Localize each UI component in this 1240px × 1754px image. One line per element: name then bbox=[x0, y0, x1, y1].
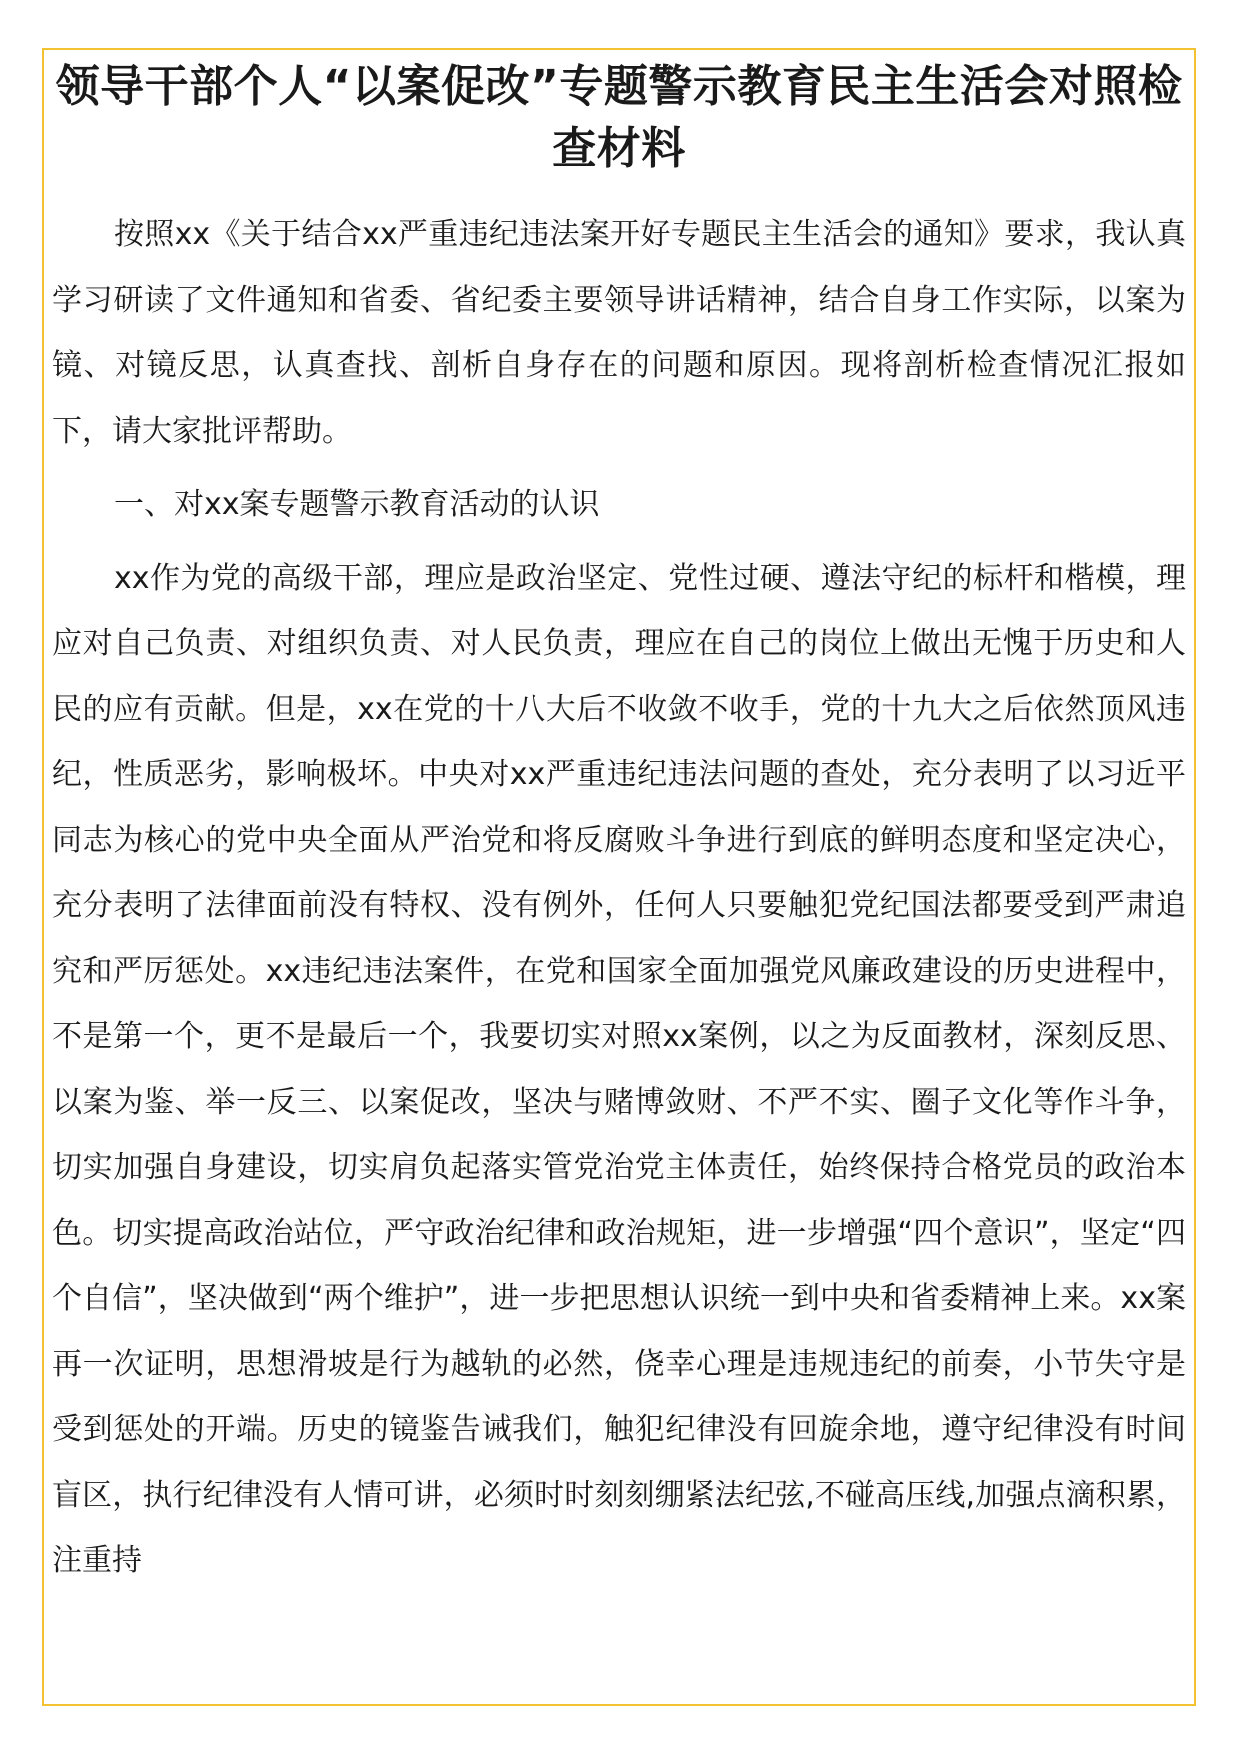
body-paragraph: xx作为党的高级干部，理应是政治坚定、党性过硬、遵法守纪的标杆和楷模，理应对自己负责、对组织负责、对人民负责，理应在自己的岗位上做出无愧于历史和人民的应有贡献。但是，xx在党的十八大后不收敛不收手，党的十九大之后依然顶风违纪，性质恶劣，影响极坏。中央对xx严重违纪违法问题的查处，充分表明了以习近平同志为核心的党中央全面从严治党和将反腐败斗争进行到底的鲜明态度和坚定决心，充分表明了法律面前没有特权、没有例外，任何人只要触犯党纪国法都要受到严肃追究和严厉惩处。xx违纪违法案件，在党和国家全面加强党风廉政建设的历史进程中，不是第一个，更不是最后一个，我要切实对照xx案例，以之为反面教材，深刻反思、以案为鉴、举一反三、以案促改，坚决与赌博敛财、不严不实、圈子文化等作斗争，切实加强自身建设，切实肩负起落实管党治党主体责任，始终保持合格党员的政治本色。切实提高政治站位，严守政治纪律和政治规矩，进一步增强“四个意识”，坚定“四个自信”，坚决做到“两个维护”，进一步把思想认识统一到中央和省委精神上来。xx案再一次证明，思想滑坡是行为越轨的必然，侥幸心理是违规违纪的前奏，小节失守是受到惩处的开端。历史的镜鉴告诫我们，触犯纪律没有回旋余地，遵守纪律没有时间盲区，执行纪律没有人情可讲，必须时时刻刻绷紧法纪弦,不碰高压线,加强点滴积累，注重持 bbox=[52, 560, 1186, 1578]
section-heading-1: 一、对xx案专题警示教育活动的认识 bbox=[114, 487, 600, 522]
intro-paragraph: 按照xx《关于结合xx严重违纪违法案开好专题民主生活会的通知》要求，我认真学习研读了文件通知和省委、省纪委主要领导讲话精神，结合自身工作实际，以案为镜、对镜反思，认真查找、剖析自身存在的问题和原因。现将剖析检查情况汇报如下，请大家批评帮助。 bbox=[52, 217, 1186, 449]
document-body bbox=[52, 56, 1186, 1594]
document-title: 领导干部个人“以案促改”专题警示教育民主生活会对照检查材料 bbox=[55, 61, 1183, 174]
